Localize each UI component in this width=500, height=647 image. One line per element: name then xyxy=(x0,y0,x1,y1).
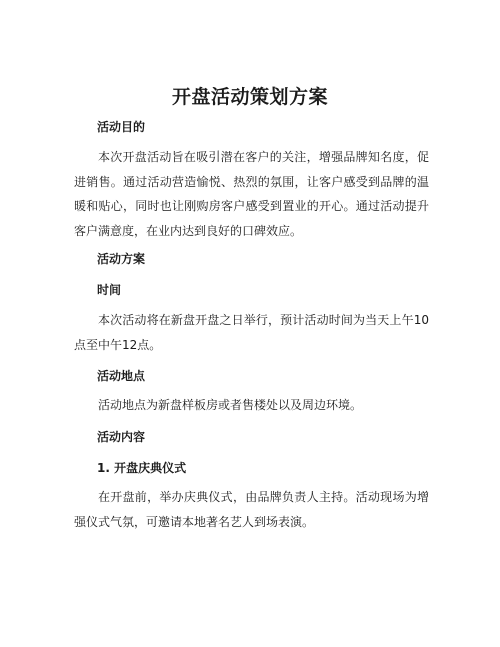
paragraph-purpose: 本次开盘活动旨在吸引潜在客户的关注，增强品牌知名度，促进销售。通过活动营造愉悦、热烈的氛围，让客户感受到品牌的温暖和贴心，同时也让刚购房客户感受到置业的开心。通过活动提升客户满意度，在业内达到良好的口碑效应。 xyxy=(74,150,429,238)
document-title: 开盘活动策划方案 xyxy=(171,86,328,108)
section-heading-location: 活动地点 xyxy=(97,369,146,383)
section-heading-ceremony: 1. 开盘庆典仪式 xyxy=(97,461,187,475)
paragraph-location: 活动地点为新盘样板房或者售楼处以及周边环境。 xyxy=(98,398,363,412)
paragraph-time: 本次活动将在新盘开盘之日举行，预计活动时间为当天上午10点至中午12点。 xyxy=(74,313,429,352)
paragraph-ceremony: 在开盘前，举办庆典仪式，由品牌负责人主持。活动现场为增强仪式气氛，可邀请本地著名艺人到场表演。 xyxy=(74,490,429,529)
section-heading-plan: 活动方案 xyxy=(97,252,146,266)
section-heading-purpose: 活动目的 xyxy=(97,120,146,134)
section-heading-time: 时间 xyxy=(97,283,122,297)
section-heading-content: 活动内容 xyxy=(97,430,146,444)
